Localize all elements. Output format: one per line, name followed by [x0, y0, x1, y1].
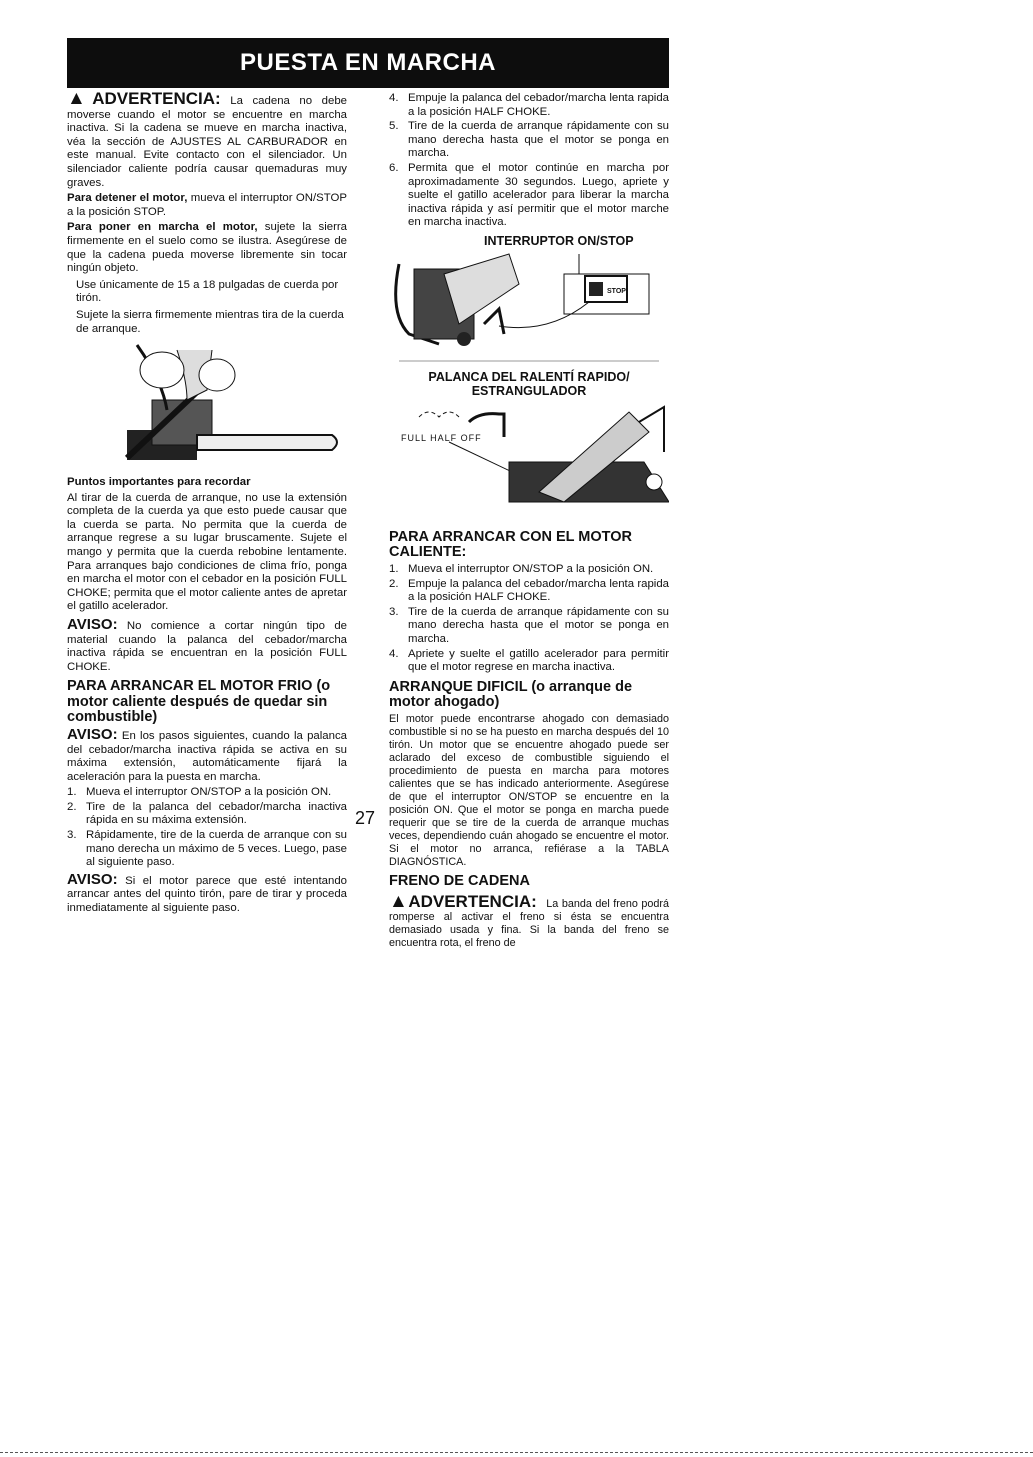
warning-triangle-icon: ▲ — [389, 891, 409, 913]
bottom-divider — [0, 1452, 1033, 1453]
warning-paragraph — [67, 88, 348, 190]
warm-start-steps — [389, 563, 669, 675]
choke-caption: PALANCA DEL RALENTÍ RAPIDO/ ESTRANGULADOR — [428, 369, 630, 398]
left-column — [67, 88, 348, 918]
chain-brake-heading: FRENO DE CADENA — [389, 872, 530, 889]
points-title: Puntos importantes para recordar — [67, 476, 251, 489]
aviso-text: En los pasos siguientes, cuando la palanca del cebador/marcha inactiva rápida se activa en su máxima extensión, automáticamente fijará la aceleración para la puesta en marcha. — [67, 729, 347, 783]
list-item: 4. Empuje la palanca del cebador/marcha lenta rapida a la posición HALF CHOKE. — [389, 92, 669, 118]
stop-paragraph — [67, 192, 347, 219]
flooded-start-heading: ARRANQUE DIFICIL (o arranque de motor ahogado) — [389, 678, 633, 711]
list-item: 5. Tire de la cuerda de arranque rápidamente con su mano derecha hasta que el motor se ponga en marcha. — [389, 120, 669, 160]
cold-start-steps — [67, 786, 347, 870]
warning-label: ADVERTENCIA: — [408, 892, 537, 912]
aviso-text: Si el motor parece que esté intentando arrancar antes del quinto tirón, pare de tirar y proceda inmediatamente al siguiente paso. — [67, 874, 347, 915]
page-number: 27 — [355, 808, 376, 828]
flooded-start-text: El motor puede encontrarse ahogado con demasiado combustible si no se ha puesto en marcha después del 10 tirón. Un motor que se encuentre ahogado puede ser aclarado del exceso de combustible siguiendo el procedimiento de puesta en marcha para motores calientes que se has indicado anteriormente. Asegúrese de que el interruptor ON/STOP se encuentre en la posición ON. Que el motor se ponga en marcha puede requerir que se tire de la cuerda de arranque muchas veces, dependiendo cuán ahogado se encuentre el motor. Si el motor no arranca, refiérase a la TABLA DIAGNÓSTICA. — [389, 712, 669, 868]
aviso-text: No comience a cortar ningún tipo de material cuando la palanca del cebador/marcha inactiva rápida se encuentran en la posición FULL CHOKE. — [67, 620, 347, 673]
section-header — [67, 38, 669, 88]
tip-hold-saw: Sujete la sierra firmemente mientras tira de la cuerda de arranque. — [76, 308, 344, 335]
chain-brake-warning — [389, 891, 670, 950]
list-item: 6. Permita que el motor continúe en marcha por aproximadamente 30 segundos. Luego, apriete y suelte el gatillo acelerador para liberar la marcha inactiva rápida y así permitir que el motor marche en marcha inactiva. — [389, 161, 669, 229]
switch-label: INTERRUPTOR ON/STOP — [484, 233, 634, 248]
switch-stop-text: STOP — [607, 287, 626, 295]
list-item: 1. Mueva el interruptor ON/STOP a la posición ON. — [389, 562, 654, 575]
aviso-max-extension — [67, 725, 347, 784]
warning-label: ADVERTENCIA: — [92, 89, 221, 108]
start-lead: Para poner en marcha el motor, — [67, 221, 258, 234]
warning-triangle-icon: ▲ — [67, 88, 93, 109]
starting-position-illustration — [67, 340, 347, 472]
cold-start-heading: PARA ARRANCAR EL MOTOR FRIO (o motor caliente después de quedar sin combustible) — [67, 678, 331, 726]
cold-start-steps-continued — [389, 92, 669, 230]
start-text: sujete la sierra firmemente en el suelo como se ilustra. Asegúrese de que la cadena pueda moverse libremente sin tocar ningún objeto. — [67, 221, 347, 275]
aviso-label: AVISO: — [67, 616, 118, 634]
points-text: Al tirar de la cuerda de arranque, no use la extensión completa de la cuerda ya que esto puede causar que la cuerda se parta. No permita que la cuerda de arranque regrese a su lugar bruscamente. Sujete el mango y permita que la cuerda rebobine lentamente. Para arranques bajo condiciones de clima frío, ponga en marcha el motor con el cebador en la posición FULL CHOKE; permita que el motor caliente antes de apretar el gatillo acelerador. — [67, 491, 347, 613]
stop-lead: Para detener el motor, — [67, 192, 188, 205]
warning-text: La banda del freno podrá romperse al activar el freno si ésta se encuentra demasiado usada y fina. Si la banda del freno se encuentra rota, el freno de — [389, 898, 670, 950]
start-paragraph — [67, 221, 347, 275]
on-stop-switch-illustration — [389, 234, 669, 362]
warm-start-heading: PARA ARRANCAR CON EL MOTOR CALIENTE: — [389, 528, 633, 561]
list-item: 3. Tire de la cuerda de arranque rápidamente con su mano derecha hasta que el motor se ponga en marcha. — [389, 605, 669, 645]
section-title: PUESTA EN MARCHA — [239, 49, 496, 76]
tip-rope-length: Use únicamente de 15 a 18 pulgadas de cuerda por tirón. — [76, 278, 339, 305]
right-column — [389, 92, 669, 952]
warning-text: La cadena no debe moverse cuando el motor se encuentre en marcha inactiva. Si la cadena se mueve en marcha inactiva, véa la sección de AJUSTES AL CARBURADOR en este manual. Evite contacto con el silenciador. Un silenciador caliente podría causar quemaduras muy graves. — [67, 95, 348, 189]
choke-positions-label: FULL HALF OFF — [401, 432, 482, 443]
list-item: 4. Apriete y suelte el gatillo acelerador para permitir que el motor regrese en marcha inactiva. — [389, 647, 669, 674]
aviso-label: AVISO: — [67, 870, 118, 888]
list-item: 3. Rápidamente, tire de la cuerda de arranque con su mano derecha un máximo de 5 veces. Luego, pase al siguiente paso. — [67, 829, 347, 869]
list-item: 2. Empuje la palanca del cebador/marcha lenta rapida a la posición HALF CHOKE. — [389, 577, 669, 604]
aviso-label: AVISO: — [67, 725, 118, 743]
list-item: 2. Tire de la palanca del cebador/marcha inactiva rápida en su máxima extensión. — [67, 800, 347, 827]
aviso-fifth-pull — [67, 870, 347, 916]
aviso-full-choke — [67, 618, 347, 674]
list-item: 1. Mueva el interruptor ON/STOP a la posición ON. — [67, 786, 332, 799]
stop-text: mueva el interruptor ON/STOP a la posición STOP. — [67, 192, 347, 218]
choke-lever-illustration — [389, 402, 669, 520]
